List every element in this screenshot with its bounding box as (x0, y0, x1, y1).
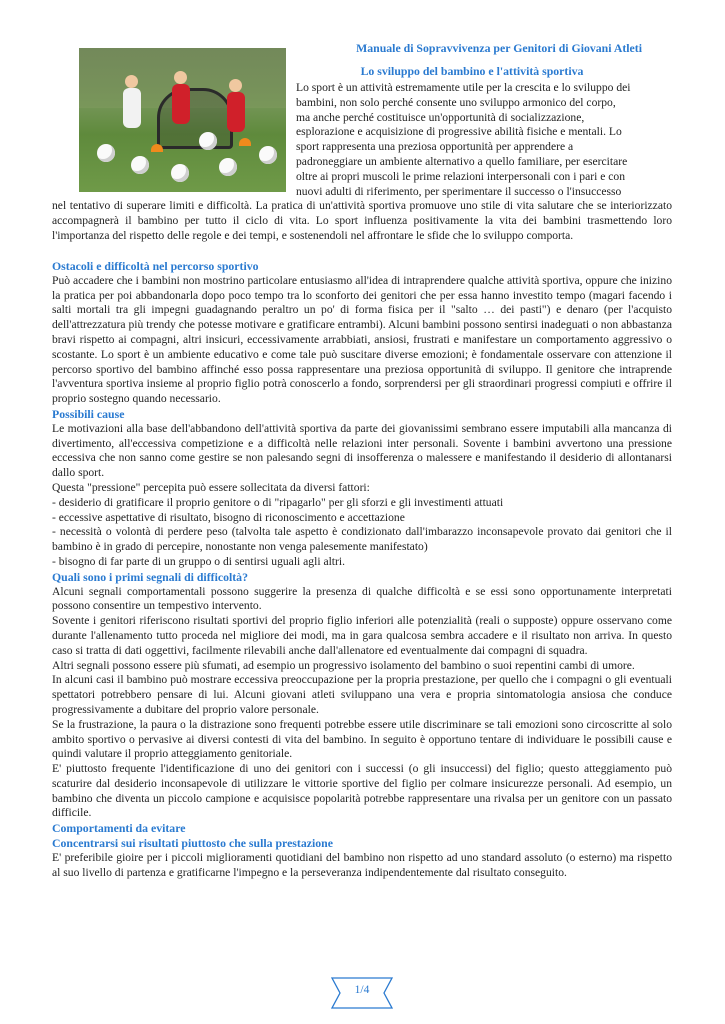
document-body (52, 259, 672, 880)
heading-causes: Possibili cause (52, 406, 125, 421)
list-item: - necessità o volontà di perdere peso (talvolta tale aspetto è condizionato dall'imbarazzo inconsapevole provato dai genitori che il bambino è in grado di percepire, nonostante non venga palesemente manifestato) (52, 525, 672, 554)
paragraph: E' preferibile gioire per i piccoli miglioramenti quotidiani del bambino non rispetto ad uno standard assoluto (o esterno) ma rispetto al suo livello di partenza e gratificarne l'impegno e la perseveranza indipendentemente dal risultato conseguito. (52, 850, 672, 879)
paragraph: Se la frustrazione, la paura o la distrazione sono frequenti potrebbe essere utile discriminare se tali emozioni sono circoscritte al solo ambito sportivo o pervasive ai diversi contesti di vita del bambino. In seguito è opportuno tentare di individuare le possibili cause e quindi valutare il proprio atteggiamento genitoriale. (52, 717, 672, 761)
heading-signals: Quali sono i primi segnali di difficoltà? (52, 569, 248, 584)
heading-focus-results: Concentrarsi sui risultati piuttosto che sulla prestazione (52, 836, 333, 851)
list-item: - eccessive aspettative di risultato, bisogno di riconoscimento e accettazione (52, 510, 405, 524)
paragraph: In alcuni casi il bambino può mostrare eccessiva preoccupazione per la propria prestazione, per quello che i compagni o gli eventuali spettatori potrebbero pensare di lui. Alcuni giovani atleti sviluppano una vera e propria sintomatologia ansiosa che conduce progressivamente a dubitare del proprio valore personale. (52, 673, 672, 716)
list-item: - desiderio di gratificare il proprio genitore o di "ripagarlo" per gli sforzi e gli investimenti attuati (52, 495, 504, 509)
paragraph: E' piuttosto frequente l'identificazione di uno dei genitori con i successi (o gli insuccessi) del figlio; questo atteggiamento può scaturire dal desiderio inconsapevole di utilizzare le vittorie sportive del figlio per colmare insicurezze personali. Ad esempio, un bambino che diventa un piccolo campione e acquisisce popolarità potrebbe rappresentare una rivalsa per un genitore con un passato difficile. (52, 762, 672, 820)
section-title: Lo sviluppo del bambino e l'attività sportiva (360, 64, 584, 78)
paragraph: Questa "pressione" percepita può essere sollecitata da diversi fattori: (52, 480, 370, 494)
paragraph: Le motivazioni alla base dell'abbandono dell'attività sportiva da parte dei giovanissimi sembrano essere imputabili alla mancanza di divertimento, all'eccessiva competizione e a difficoltà nelle relazioni inter personali. Sovente i bambini avvertono una pressione eccessiva che non sanno come gestire se non palesando segni di insofferenza o malessere e manifestando il desiderio di allontanarsi dallo sport. (52, 421, 672, 480)
list-item: - bisogno di far parte di un gruppo o di sentirsi uguali agli altri. (52, 554, 346, 568)
paragraph: Altri segnali possono essere più sfumati, ad esempio un progressivo isolamento del bambino o suoi repentini cambi di umore. (52, 658, 635, 672)
heading-behaviours-to-avoid: Comportamenti da evitare (52, 821, 186, 836)
paragraph: Sovente i genitori riferiscono risultati sportivi del proprio figlio inferiori alle potenzialità (reali o supposte) oppure osservano come durante l'allenamento tutto proceda nel migliore dei modi, ma in gara qualcosa sembra accadere e il risultato non arriva. In questo caso si tratta di dati oggettivi, facilmente rilevabili anche dall'allenatore ed eventualmente dai compagni di squadra. (52, 614, 672, 657)
intro-paragraph: Lo sport è un attività estremamente utile per la crescita e lo sviluppo dei bambini, non solo perché consente uno sviluppo armonico del corpo, ma anche perché costituisce un'opportunità di socializzazione, esplorazione e acquisizione di progressive abilità fisiche e mentali. Lo sport rappresenta una preziosa opportunità per apprendere a padroneggiare un ambiente alternativo a quello familiare, per esercitare oltre ai propri muscoli le prime relazioni interpersonali con i pari e con nuovi adulti di riferimento, per sperimentare il successo o l'insuccesso nel tentativo di superare limiti e difficoltà. La pratica di un'attività sportiva promuove uno stile di vita salutare che se interiorizzato accompagnerà il bambino per tutto il ciclo di vita. Lo sport influenza positivamente la vita dei bambini trasmettendo loro l'importanza del rispetto delle regole e dei tempi, e sostenendoli nel affrontare le sfide che lo sviluppo comporta. (52, 81, 672, 242)
page-number: 1/4 (354, 984, 370, 996)
paragraph: Può accadere che i bambini non mostrino particolare entusiasmo all'idea di intraprendere qualche attività sportiva, oppure che inizino la pratica per poi abbandonarla dopo poco tempo tra lo sconforto dei genitori che per essa hanno investito tempo (magari facendo i salti mortali tra gli impegni guadagnando peraltro un po' di forma fisica per il "salto … dei pasti") e denaro (per l'acquisto dell'attrezzatura più trendy che potesse motivare e gratificare entrambi). Alcuni bambini possono sentirsi inadeguati o non abbastanza bravi rispetto ai compagni, altri insicuri, eccessivamente arrabbiati, ansiosi, frustrati e manifestare un comportamento aggressivo o scostante. Lo sport è un ambiente educativo e come tale può suscitare diverse emozioni; è fondamentale osservare con attenzione il percorso sportivo del bambino affinché esso possa rappresentare una preziosa opportunità di sviluppo. Il genitore che intraprende l'avventura sportiva insieme al proprio figlio potrà conoscerlo a fondo, sorprendersi per gli straordinari progressi compiuti e offrire il proprio sostegno quando necessario. (52, 273, 672, 406)
paragraph: Alcuni segnali comportamentali possono suggerire la presenza di qualche difficoltà e se essi sono opportunamente interpretati possono consentire un tempestivo intervento. (52, 584, 672, 613)
heading-obstacles: Ostacoli e difficoltà nel percorso sportivo (52, 259, 259, 273)
document-title: Manuale di Sopravvivenza per Genitori di Giovani Atleti (356, 41, 642, 55)
page-number-badge (330, 972, 394, 1014)
